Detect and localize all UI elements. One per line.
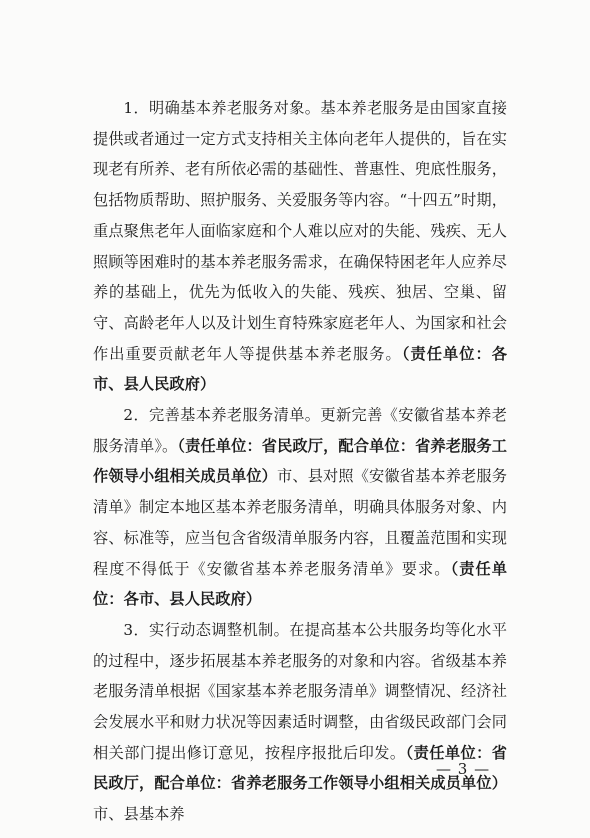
paragraph-2 (93, 400, 507, 615)
paragraph-2-text: 2．完善基本养老服务清单。更新完善《安徽省基本养老服务清单》。 (93, 406, 507, 455)
paragraph-2-continuation: 市、县对照《安徽省基本养老服务清单》制定本地区基本养老服务清单，明确具体服务对象、内容、标准等，应当包含省级清单服务内容，且覆盖范围和实现程度不得低于《安徽省基本养老服务清单》要求。 (93, 467, 508, 578)
paragraph-2-responsibility-2: （责任单位：各市、县人民政府） (93, 559, 507, 609)
paragraph-3-text: 3．实行动态调整机制。在提高基本公共服务均等化水平的过程中，逐步拓展基本养老服务的对象和内容。省级基本养老服务清单根据《国家基本养老服务清单》调整情况、经济社会发展水平和财力状况等因素适时调整，由省级民政部门会同相关部门提出修订意见，按程序报批后印发。 (93, 620, 507, 762)
paragraph-3-responsibility: （责任单位：省民政厅，配合单位：省养老服务工作领导小组相关成员单位） (93, 743, 507, 793)
page-number: — 3 — (436, 760, 491, 778)
paragraph-2-responsibility: （责任单位：省民政厅，配合单位：省养老服务工作领导小组相关成员单位） (93, 436, 508, 486)
document-body (93, 93, 507, 830)
paragraph-1-text: 1．明确基本养老服务对象。基本养老服务是由国家直接提供或者通过一定方式支持相关主体向老年人提供的，旨在实现老有所养、老有所依必需的基础性、普惠性、兜底性服务，包括物质帮助、照护服务、关爱服务等内容。“十四五”时期，重点聚焦老年人面临家庭和个人难以应对的失能、残疾、无人照顾等困难时的基本养老服务需求，在确保特困老年人应养尽养的基础上，优先为低收入的失能、残疾、独居、空巢、留守、高龄老年人以及计划生育特殊家庭老年人、为国家和社会作出重要贡献老年人等提供基本养老服务。 (93, 99, 507, 363)
paragraph-3-continuation: 市、县基本养 (93, 805, 185, 824)
paragraph-1 (93, 93, 507, 400)
paragraph-3 (93, 615, 507, 830)
paragraph-1-responsibility: （责任单位：各市、县人民政府） (93, 344, 507, 394)
